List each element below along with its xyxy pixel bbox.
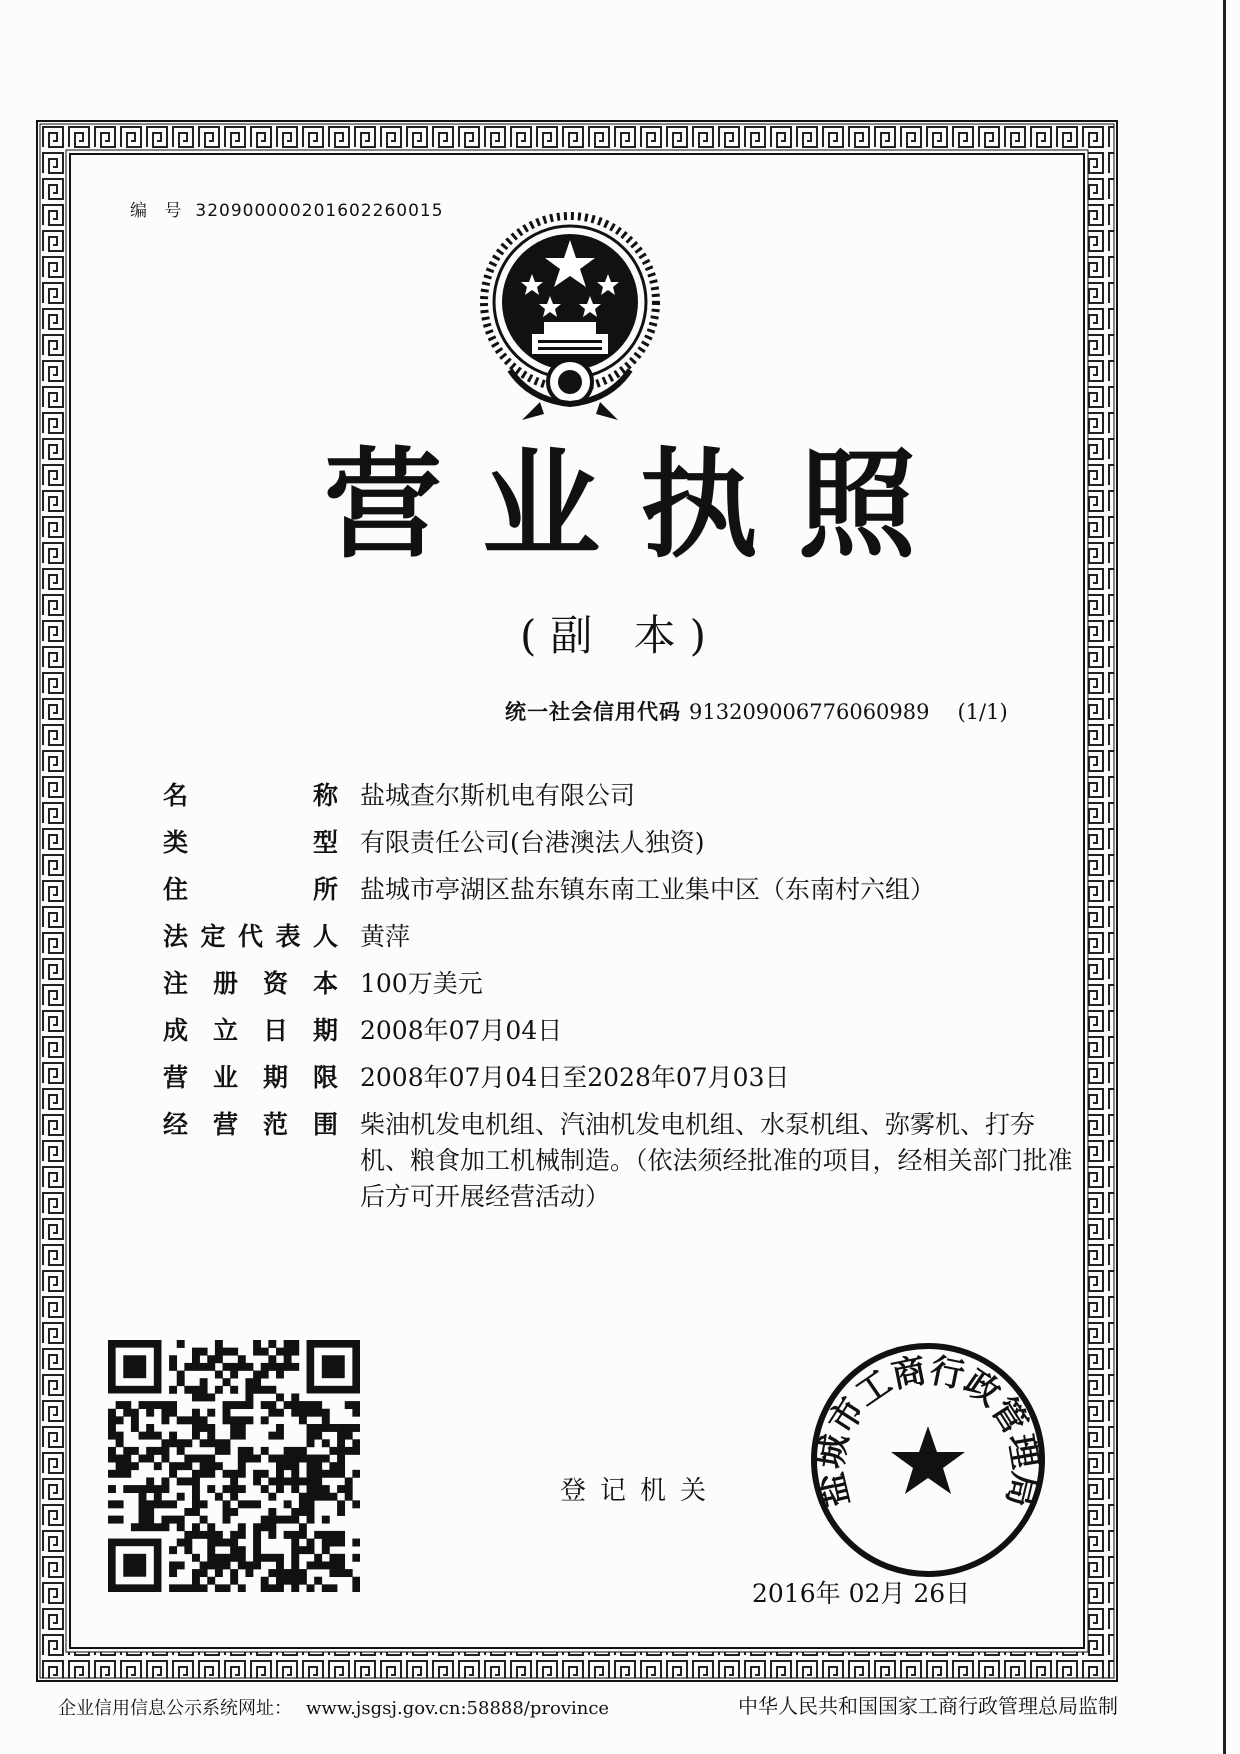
field-value: 2008年07月04日: [360, 1016, 563, 1045]
credit-code-label: 统一社会信用代码: [505, 700, 681, 724]
qr-code-icon: [108, 1340, 360, 1592]
footer-website-label: 企业信用信息公示系统网址：: [58, 1698, 292, 1719]
field-row-established: [163, 1007, 1083, 1054]
field-label: 名 称: [163, 781, 338, 810]
credit-code-page: (1/1): [957, 700, 1008, 724]
field-row-capital: [163, 960, 1083, 1007]
field-label: 注 册 资 本: [163, 969, 338, 998]
license-fields: [163, 772, 1083, 1215]
registration-number: [130, 196, 444, 221]
field-row-scope: [163, 1101, 1083, 1215]
footer-supervisor: 中华人民共和国国家工商行政管理总局监制: [738, 1694, 1118, 1718]
field-row-term: [163, 1054, 1083, 1101]
field-value: 柴油机发电机组、汽油机发电机组、水泵机组、弥雾机、打夯机、粮食加工机械制造。（依法须经批准的项目，经相关部门批准后方可开展经营活动）: [360, 1110, 1073, 1211]
field-value: 盐城市亭湖区盐东镇东南工业集中区（东南村六组）: [360, 875, 936, 904]
official-seal-icon: [808, 1340, 1048, 1580]
document-title: 营业执照: [323, 436, 956, 574]
field-row-address: [163, 866, 1083, 913]
footer-website-url[interactable]: www.jsgsj.gov.cn:58888/province: [306, 1698, 610, 1719]
field-label: 经 营 范 围: [163, 1110, 338, 1139]
field-value: 盐城查尔斯机电有限公司: [360, 781, 636, 810]
page-edge: [1223, 0, 1226, 1754]
document-subtitle: (副 本): [519, 611, 721, 660]
national-emblem-icon: [470, 210, 670, 422]
registration-authority-label: 登记机关: [560, 1476, 721, 1506]
registration-number-label: 编 号: [130, 201, 188, 221]
field-label: 营 业 期 限: [163, 1063, 338, 1092]
field-value: 2008年07月04日至2028年07月03日: [360, 1063, 790, 1092]
field-row-name: [163, 772, 1083, 819]
field-value: 黄萍: [360, 922, 411, 951]
registration-number-value: 320900000201602260015: [195, 201, 444, 221]
svg-text:盐城市工商行政管理局: 盐城市工商行政管理局: [810, 1350, 1046, 1511]
field-value: 100万美元: [360, 969, 483, 998]
credit-code-value: 913209006776060989: [689, 700, 930, 724]
field-label: 住 所: [163, 875, 338, 904]
issue-date: 2016年 02月 26日: [752, 1579, 971, 1608]
field-row-legal-rep: [163, 913, 1083, 960]
field-label: 成 立 日 期: [163, 1016, 338, 1045]
credit-code: [505, 696, 1008, 726]
field-value: 有限责任公司(台港澳法人独资): [360, 828, 705, 857]
footer-website: [58, 1694, 609, 1720]
field-label: 类 型: [163, 828, 338, 857]
field-label: 法 定 代 表 人: [163, 922, 338, 951]
field-row-type: [163, 819, 1083, 866]
